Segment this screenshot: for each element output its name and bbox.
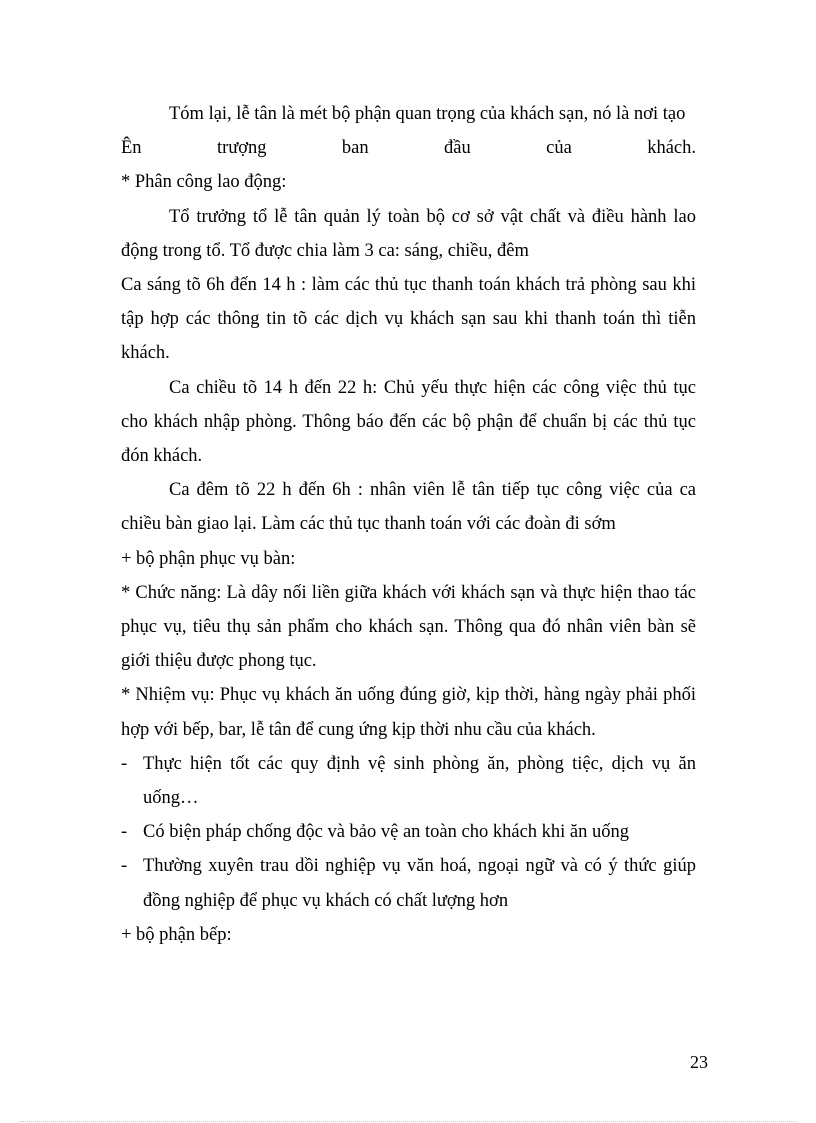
list-item — [121, 849, 696, 917]
paragraph-duties: * Nhiệm vụ: Phục vụ khách ăn uống đúng giờ, kịp thời, hàng ngày phải phối hợp với bếp, bar, lễ tân để cung ứng kịp thời nhu cầu của khách. — [121, 685, 696, 740]
document-body — [121, 97, 696, 952]
paragraph-summary-line-1: Tóm lại, lễ tân là mét bộ phận quan trọng của khách sạn, nó là nơi tạo — [169, 104, 686, 124]
list-dash: - — [121, 822, 128, 843]
page-bottom-divider — [20, 1121, 796, 1122]
list-item-text: Có biện pháp chống độc và bảo vệ an toàn cho khách khi ăn uống — [143, 822, 630, 843]
list-item-text: Thực hiện tốt các quy định vệ sinh phòng ăn, phòng tiệc, dịch vụ ăn uống… — [143, 753, 696, 809]
heading-table-service: + bộ phận phục vụ bàn: — [121, 548, 296, 569]
list-dash: - — [121, 753, 128, 774]
heading-kitchen: + bộ phận bếp: — [121, 924, 232, 945]
list-item-text: Thường xuyên trau dồi nghiệp vụ văn hoá, ngoại ngữ và có ý thức giúp đồng nghiệp để phục vụ khách có chất lượng hơn — [143, 856, 696, 911]
paragraph-night-shift: Ca đêm tõ 22 h đến 6h : nhân viên lễ tân tiếp tục công việc của ca chiều bàn giao lại. Làm các thủ tục thanh toán với các đoàn đi sớm — [121, 480, 696, 535]
heading-labor-division: * Phân công lao động: — [121, 172, 287, 193]
paragraph-morning-shift: Ca sáng tõ 6h đến 14 h : làm các thủ tục thanh toán khách trả phòng sau khi tập hợp các thông tin tõ các dịch vụ khách sạn sau khi thanh toán thì tiễn khách. — [121, 275, 696, 364]
page-number: 23 — [690, 1052, 708, 1072]
list-item — [121, 815, 696, 849]
paragraph-afternoon-shift: Ca chiều tõ 14 h đến 22 h: Chủ yếu thực hiện các công việc thủ tục cho khách nhập phòng. Thông báo đến các bộ phận để chuẩn bị các thủ tục đón khách. — [121, 377, 696, 467]
paragraph-summary-line-2: Ên trượng ban đầu của khách. — [121, 138, 696, 159]
paragraph-function: * Chức năng: Là dây nối liền giữa khách với khách sạn và thực hiện thao tác phục vụ, tiêu thụ sản phẩm cho khách sạn. Thông qua đó nhân viên bàn sẽ giới thiệu được phong tục. — [121, 582, 696, 672]
list-dash: - — [121, 856, 128, 877]
list-item — [121, 747, 696, 815]
paragraph-reception-leader: Tổ trưởng tổ lễ tân quản lý toàn bộ cơ sở vật chất và điều hành lao động trong tổ. Tổ được chia làm 3 ca: sáng, chiều, đêm — [121, 206, 696, 261]
